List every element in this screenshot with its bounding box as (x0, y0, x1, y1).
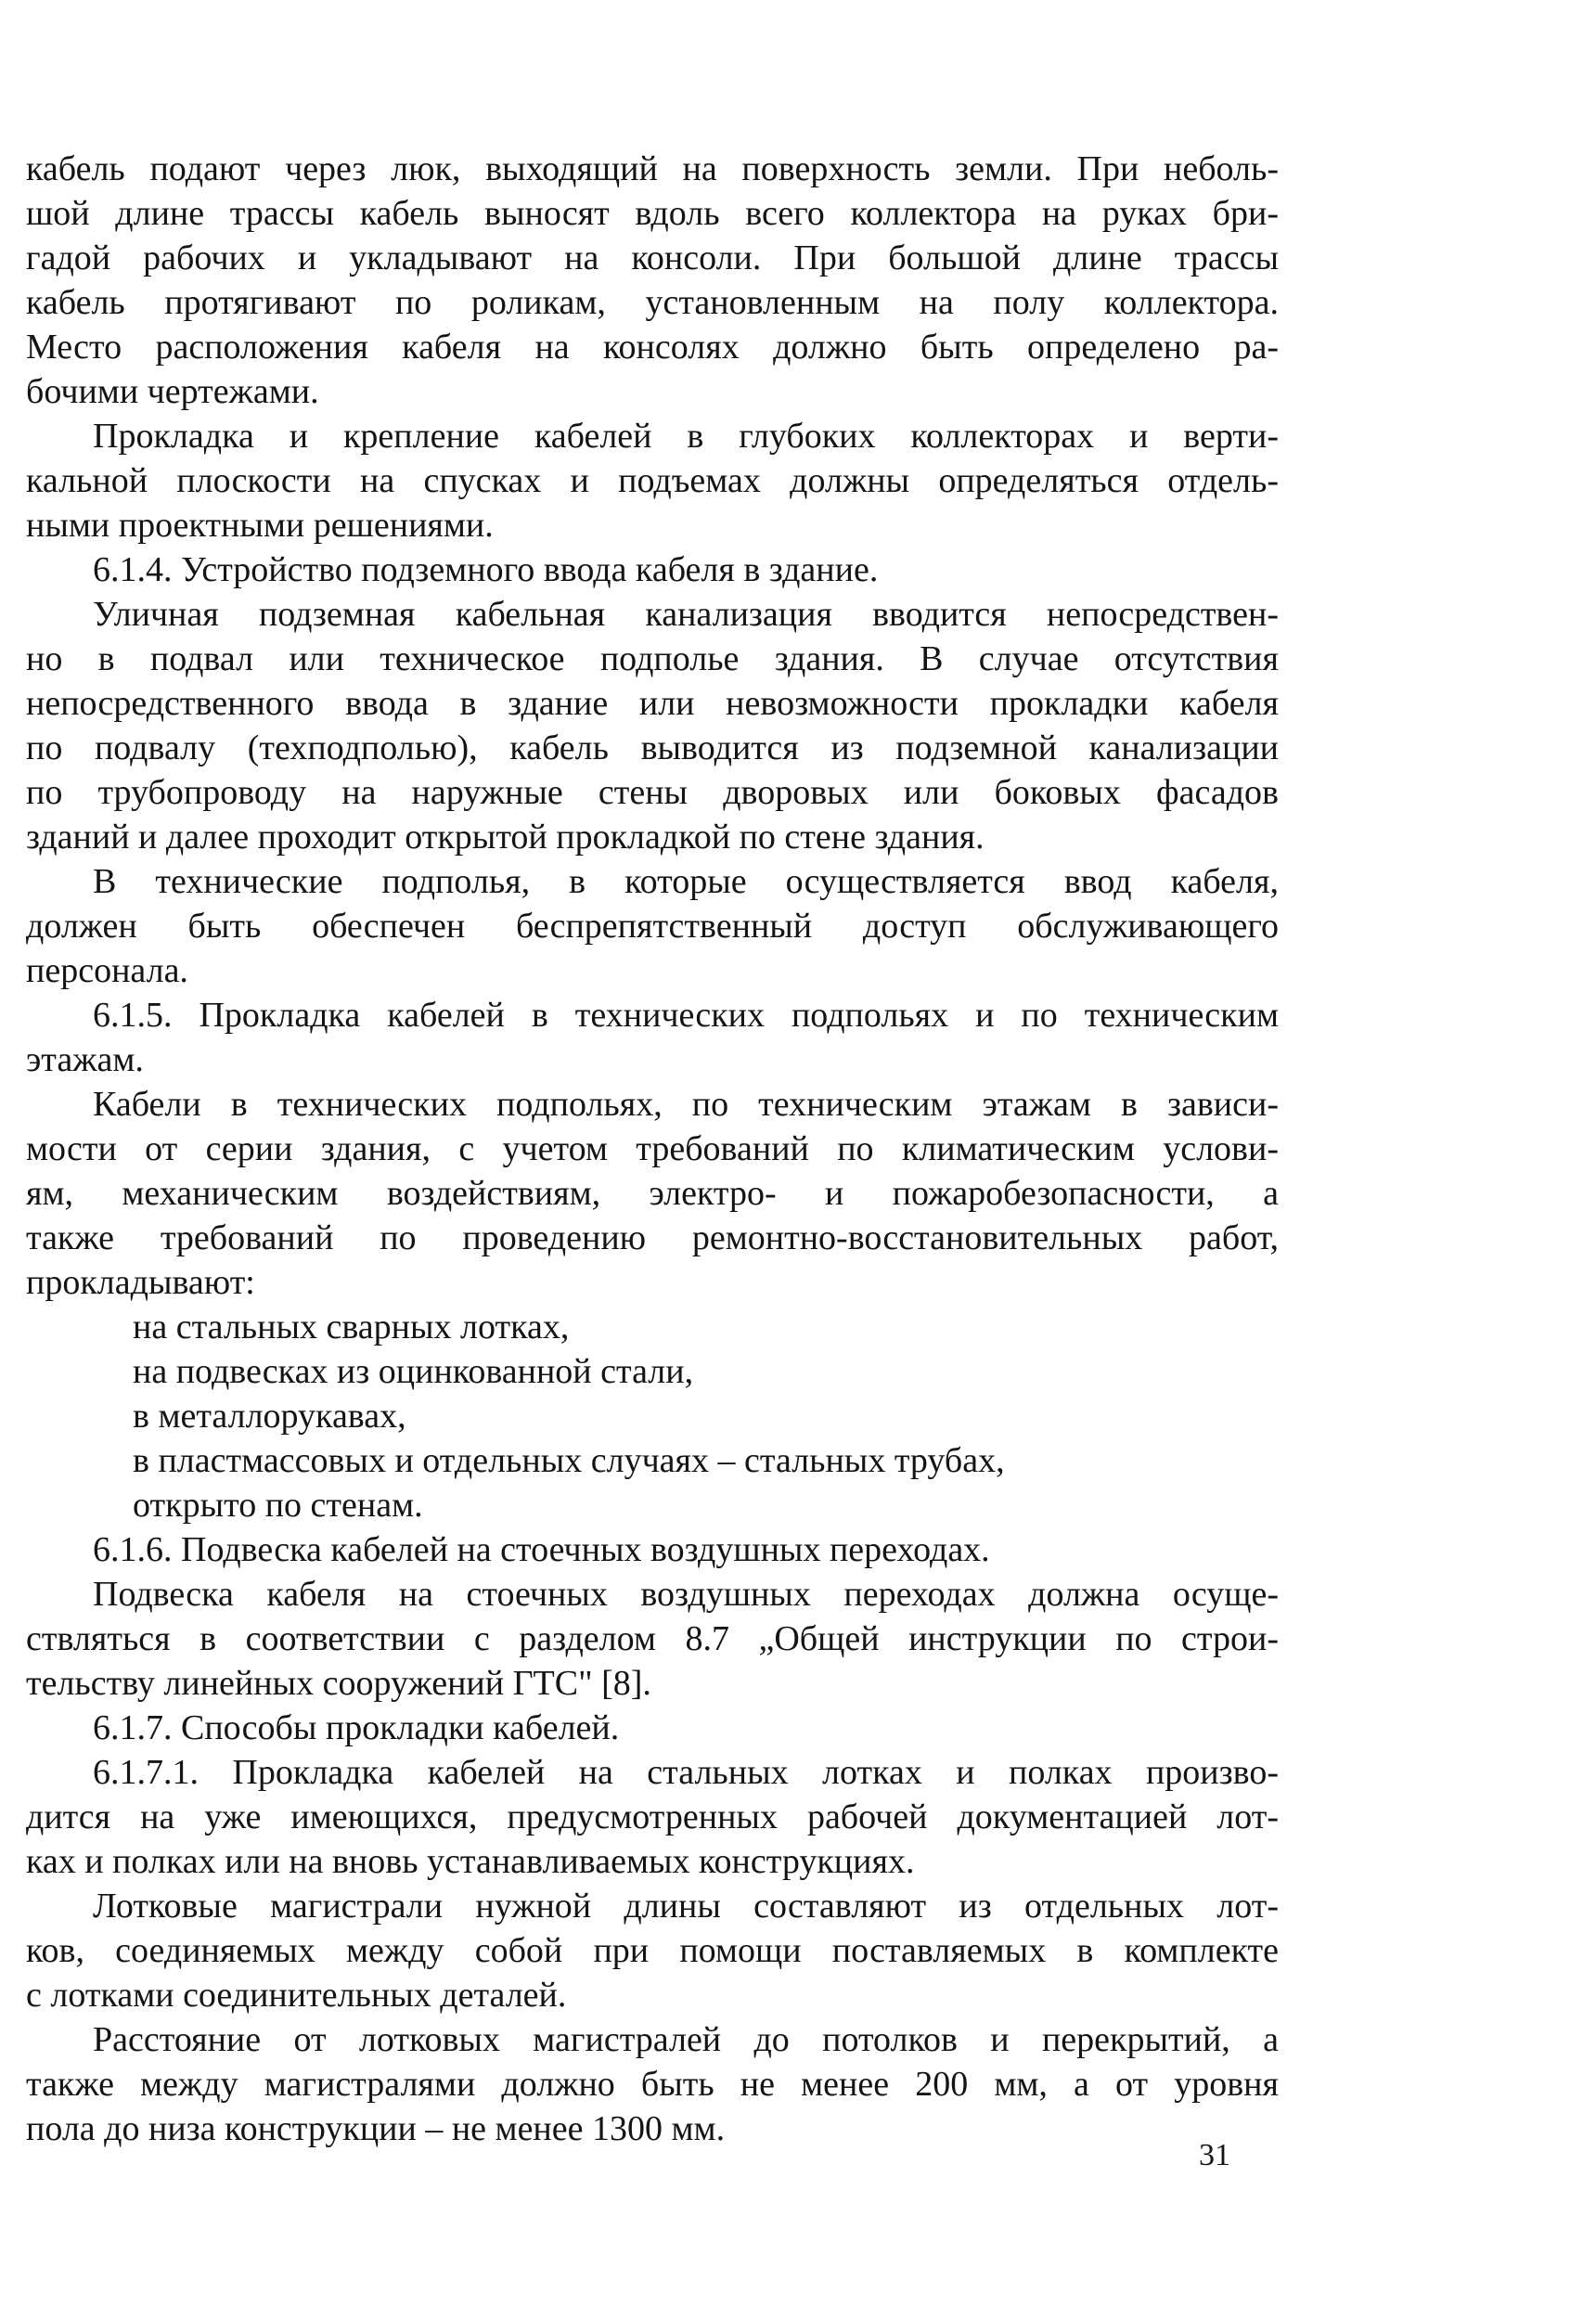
text-line: должен быть обеспечен беспрепятственный доступ обслуживающего (26, 907, 1279, 946)
text-line: 6.1.4. Устройство подземного ввода кабеля в здание. (93, 550, 879, 589)
text-line: также требований по проведению ремонтно-восстановительных работ, (26, 1218, 1279, 1257)
text-line: мости от серии здания, с учетом требований по климатическим услови- (26, 1129, 1279, 1168)
text-line: 6.1.7.1. Прокладка кабелей на стальных лотках и полках произво- (93, 1753, 1279, 1792)
text-line: ям, механическим воздействиям, электро- и пожаробезопасности, а (26, 1174, 1279, 1213)
text-line: с лотками соединительных деталей. (26, 1976, 567, 2015)
text-line: этажам. (26, 1040, 144, 1079)
text-line: 6.1.7. Способы прокладки кабелей. (93, 1708, 620, 1747)
text-line: персонала. (26, 951, 188, 990)
text-line: кабель подают через люк, выходящий на поверхность земли. При неболь- (26, 149, 1279, 188)
text-line: на подвесках из оцинкованной стали, (133, 1352, 694, 1391)
text-line: пола до низа конструкции – не менее 1300 мм. (26, 2109, 726, 2148)
text-line: Прокладка и крепление кабелей в глубоких коллекторах и верти- (93, 417, 1279, 456)
text-line: кальной плоскости на спусках и подъемах должны определяться отдель- (26, 461, 1279, 500)
text-line: ными проектными решениями. (26, 506, 494, 545)
text-line: ках и полках или на вновь устанавливаемых конструкциях. (26, 1842, 915, 1881)
text-line: ков, соединяемых между собой при помощи поставляемых в комплекте (26, 1931, 1279, 1970)
text-line: но в подвал или техническое подполье здания. В случае отсутствия (26, 639, 1279, 678)
text-line: Уличная подземная кабельная канализация вводится непосредствен- (93, 595, 1279, 634)
text-line: ствляться в соответствии с разделом 8.7 „Общей инструкции по строи- (26, 1619, 1279, 1658)
text-line: в пластмассовых и отдельных случаях – стальных трубах, (133, 1441, 1005, 1480)
text-line: по трубопроводу на наружные стены дворовых или боковых фасадов (26, 773, 1279, 812)
text-line: Лотковые магистрали нужной длины составляют из отдельных лот- (93, 1887, 1279, 1926)
text-line: непосредственного ввода в здание или невозможности прокладки кабеля (26, 684, 1279, 723)
text-line: Место расположения кабеля на консолях должно быть определено ра- (26, 328, 1279, 367)
text-line: бочими чертежами. (26, 372, 319, 411)
text-line: 6.1.5. Прокладка кабелей в технических подпольях и по техническим (93, 996, 1279, 1035)
text-line: гадой рабочих и укладывают на консоли. При большой длине трассы (26, 238, 1279, 277)
text-line: Расстояние от лотковых магистралей до потолков и перекрытий, а (93, 2020, 1279, 2059)
text-line: тельству линейных сооружений ГТС" [8]. (26, 1664, 651, 1703)
text-line: дится на уже имеющихся, предусмотренных рабочей документацией лот- (26, 1797, 1279, 1836)
text-line: В технические подполья, в которые осуществляется ввод кабеля, (93, 862, 1279, 901)
text-line: также между магистралями должно быть не менее 200 мм, а от уровня (26, 2065, 1279, 2104)
text-line: в металлорукавах, (133, 1397, 406, 1436)
text-line: прокладывают: (26, 1263, 255, 1302)
text-line: зданий и далее проходит открытой прокладкой по стене здания. (26, 818, 985, 857)
document-body (26, 147, 1279, 2151)
text-line: по подвалу (техподполью), кабель выводится из подземной канализации (26, 728, 1279, 767)
page-number: 31 (1199, 2138, 1230, 2172)
text-line: на стальных сварных лотках, (133, 1308, 570, 1346)
text-line: Кабели в технических подпольях, по техническим этажам в зависи- (93, 1085, 1279, 1124)
text-line: Подвеска кабеля на стоечных воздушных переходах должна осуще- (93, 1575, 1279, 1614)
text-line: 6.1.6. Подвеска кабелей на стоечных воздушных переходах. (93, 1530, 990, 1569)
text-line: кабель протягивают по роликам, установленным на полу коллектора. (26, 283, 1279, 322)
text-line: шой длине трассы кабель выносят вдоль всего коллектора на руках бри- (26, 194, 1279, 233)
text-line: открыто по стенам. (133, 1486, 423, 1525)
document-page (26, 147, 1279, 2151)
